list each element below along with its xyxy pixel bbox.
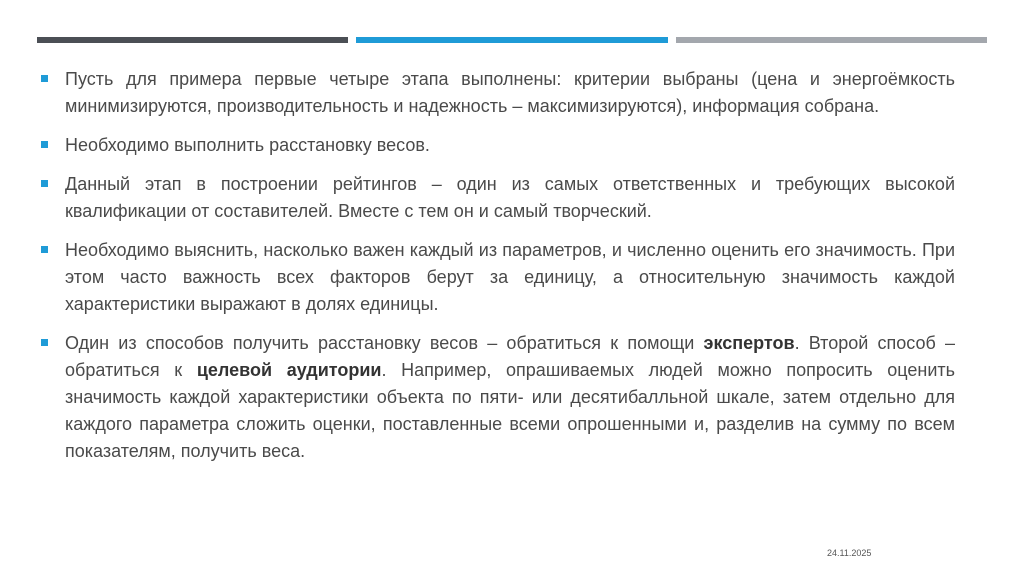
bullet-item — [37, 171, 955, 225]
bullet-text-part: . Второй способ – обратиться к — [65, 333, 956, 380]
bullet-item — [37, 66, 955, 120]
square-bullet-icon — [41, 75, 48, 82]
bullet-text: Необходимо выполнить расстановку весов. — [65, 135, 430, 155]
bullet-list — [37, 66, 955, 477]
bold-term-target-audience: целевой аудитории — [196, 360, 382, 380]
header-bar-light — [676, 37, 987, 43]
bullet-text-part: Один из способов получить расстановку весов – обратиться к помощи — [65, 333, 704, 353]
slide-date: 24.11.2025 — [827, 548, 872, 558]
square-bullet-icon — [41, 246, 48, 253]
bullet-text: Данный этап в построении рейтингов – один из самых ответственных и требующих высокой квалификации от составителей. Вместе с тем он и самый творческий. — [65, 174, 955, 221]
square-bullet-icon — [41, 339, 48, 346]
bullet-item — [37, 237, 955, 318]
square-bullet-icon — [41, 141, 48, 148]
bullet-item — [37, 132, 955, 159]
bold-term-experts: экспертов — [703, 333, 795, 353]
bullet-item — [37, 330, 955, 465]
header-bar-accent — [356, 37, 668, 43]
bullet-text: Пусть для примера первые четыре этапа выполнены: критерии выбраны (цена и энергоёмкость минимизируются, производительность и надежность – максимизируются), информация собрана. — [65, 69, 955, 116]
square-bullet-icon — [41, 180, 48, 187]
bullet-text: Необходимо выяснить, насколько важен каждый из параметров, и численно оценить его значимость. При этом часто важность всех факторов берут за единицу, а относительную значимость каждой характеристики выражают в долях единицы. — [65, 240, 955, 314]
header-bar-dark — [37, 37, 348, 43]
bullet-text-part: . Например, опрашиваемых людей можно попросить оценить значимость каждой характеристики объекта по пяти- или десятибалльной шкале, затем отдельно для каждого параметра сложить оценки, поставленные всеми опрошенными и, разделив на сумму по всем показателям, получить веса. — [65, 360, 956, 461]
